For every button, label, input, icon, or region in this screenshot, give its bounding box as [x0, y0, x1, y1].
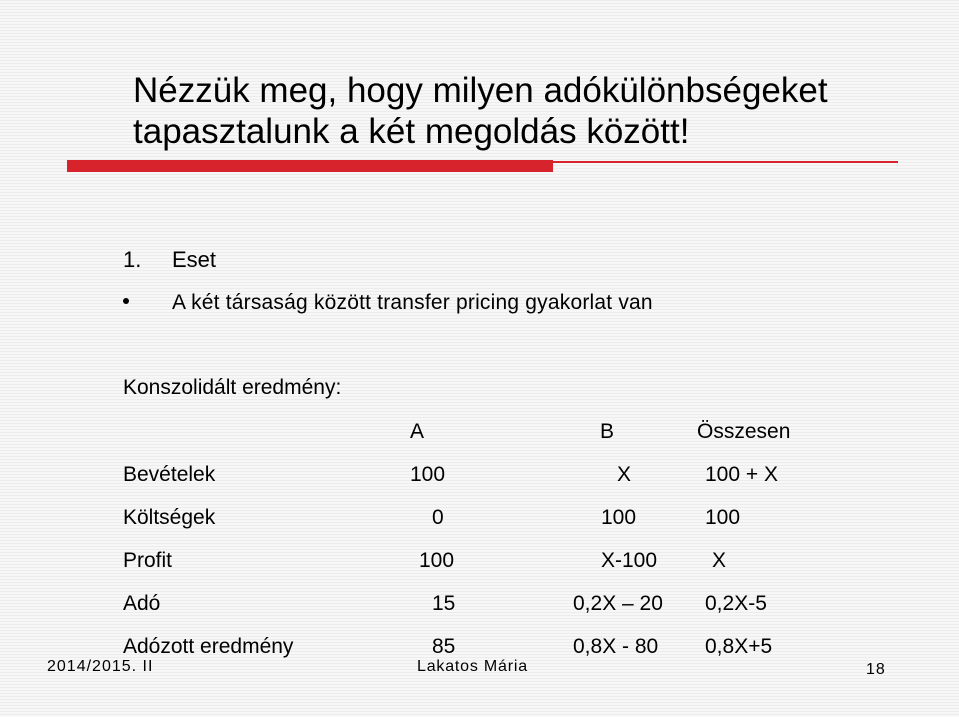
table-cell-b: 0,8X - 80 — [573, 635, 659, 658]
table-row-label: Költségek — [123, 506, 216, 529]
table-row-label: Profit — [123, 549, 173, 572]
title-line-1: Nézzük meg, hogy milyen adókülönbségeket — [133, 71, 828, 110]
table-header-total: Összesen — [697, 420, 791, 443]
case-label: Eset — [172, 247, 217, 272]
table-cell-a: 100 — [410, 463, 446, 486]
table-header-b: B — [600, 420, 615, 443]
table-cell-a: 100 — [419, 549, 455, 572]
table-cell-b: X — [617, 463, 632, 486]
case-number: 1. — [123, 247, 142, 272]
bullet-dot-icon — [123, 298, 129, 304]
table-cell-a: 85 — [432, 635, 456, 658]
slide-title — [133, 70, 923, 152]
title-divider-line — [553, 161, 898, 163]
table-cell-a: 15 — [432, 592, 456, 615]
table-row-label: Bevételek — [123, 463, 216, 486]
table-cell-b: X-100 — [601, 549, 658, 572]
title-line-2: tapasztalunk a két megoldás között! — [133, 112, 690, 151]
footer-author: Lakatos Mária — [417, 658, 528, 675]
table-cell-total: X — [712, 549, 727, 572]
table-cell-total: 100 — [705, 506, 741, 529]
table-cell-total: 100 + X — [705, 463, 778, 486]
table-cell-a: 0 — [432, 506, 444, 529]
table-header-a: A — [410, 420, 425, 443]
table-cell-total: 0,2X-5 — [705, 592, 767, 615]
bullet-text: A két társaság között transfer pricing gyakorlat van — [172, 291, 653, 314]
table-row-label: Adó — [123, 592, 161, 615]
footer-page-number: 18 — [866, 661, 886, 678]
table-cell-total: 0,8X+5 — [705, 635, 773, 658]
section-heading: Konszolidált eredmény: — [123, 376, 342, 399]
title-accent-bar — [67, 160, 553, 172]
footer-date: 2014/2015. II — [47, 658, 154, 675]
table-row-label: Adózott eredmény — [123, 635, 294, 658]
table-cell-b: 100 — [601, 506, 637, 529]
table-cell-b: 0,2X – 20 — [573, 592, 663, 615]
